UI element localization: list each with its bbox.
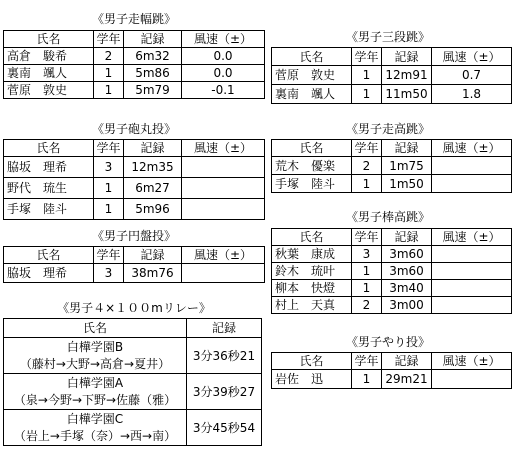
athlete-name: 裏南 颯人 [4, 65, 94, 82]
header-wind: 風速（±） [432, 229, 512, 246]
header-wind: 風速（±） [182, 31, 265, 48]
header-record: 記録 [382, 229, 432, 246]
athlete-record: 29m21 [382, 370, 432, 389]
athlete-record: 1m50 [382, 175, 432, 193]
table-row [4, 410, 262, 446]
athlete-wind [182, 178, 265, 199]
relay-team [4, 338, 187, 374]
header-grade: 学年 [94, 247, 124, 264]
relay-team-name: 白樺学園A [66, 375, 124, 390]
table-row [272, 263, 512, 280]
athlete-name: 手塚 陸斗 [4, 199, 94, 220]
athlete-wind [432, 263, 512, 280]
table-row [272, 175, 512, 193]
athlete-record: 5m86 [124, 65, 182, 82]
table-row [4, 338, 262, 374]
table-row [272, 66, 512, 85]
athlete-record: 3m00 [382, 297, 432, 314]
athlete-grade: 1 [352, 85, 382, 104]
athlete-grade: 1 [352, 280, 382, 297]
athlete-wind: 0.7 [432, 66, 512, 85]
relay-record: 3分36秒21 [187, 338, 262, 374]
header-name: 氏名 [272, 140, 352, 157]
header-grade: 学年 [94, 31, 124, 48]
header-wind: 風速（±） [432, 140, 512, 157]
athlete-name: 秋葉 康成 [272, 246, 352, 263]
athlete-record: 11m50 [382, 85, 432, 104]
athlete-wind [432, 246, 512, 263]
athlete-wind [432, 370, 512, 389]
athlete-record: 3m60 [382, 263, 432, 280]
athlete-grade: 3 [352, 246, 382, 263]
athlete-record: 3m60 [382, 246, 432, 263]
athlete-wind: 0.0 [182, 48, 265, 65]
table-row [272, 85, 512, 104]
athlete-name: 岩佐 迅 [272, 370, 352, 389]
athlete-name: 鈴木 琉叶 [272, 263, 352, 280]
shot-put-title: 《男子砲丸投》 [91, 122, 176, 136]
athlete-grade: 3 [94, 264, 124, 283]
athlete-name: 菅原 敦史 [272, 66, 352, 85]
relay-team-members: （藤村→大野→高倉→夏井） [19, 356, 171, 371]
table-row [4, 374, 262, 410]
athlete-name: 裏南 颯人 [272, 85, 352, 104]
table-row [272, 370, 512, 389]
triple-jump-table [271, 47, 512, 104]
athlete-name: 高倉 駿希 [4, 48, 94, 65]
athlete-wind: 0.0 [182, 65, 265, 82]
athlete-grade: 1 [94, 65, 124, 82]
athlete-wind [182, 199, 265, 220]
athlete-name: 手塚 陸斗 [272, 175, 352, 193]
athlete-wind: -0.1 [182, 82, 265, 99]
athlete-wind [182, 157, 265, 178]
header-name: 氏名 [272, 229, 352, 246]
table-row [272, 297, 512, 314]
discus-table [3, 246, 265, 283]
high-jump-title: 《男子走高跳》 [345, 122, 430, 136]
athlete-record: 5m79 [124, 82, 182, 99]
relay-record: 3分39秒27 [187, 374, 262, 410]
athlete-grade: 1 [94, 199, 124, 220]
table-row [4, 65, 265, 82]
table-row [4, 178, 265, 199]
athlete-record: 6m27 [124, 178, 182, 199]
shot-put-table [3, 139, 265, 220]
header-team: 氏名 [4, 319, 187, 338]
athlete-name: 菅原 敦史 [4, 82, 94, 99]
long-jump-table [3, 30, 265, 99]
athlete-name: 村上 天真 [272, 297, 352, 314]
athlete-grade: 1 [352, 263, 382, 280]
header-wind: 風速（±） [432, 48, 512, 66]
table-row [272, 157, 512, 175]
header-record: 記録 [124, 31, 182, 48]
athlete-grade: 2 [352, 157, 382, 175]
header-record: 記録 [124, 140, 182, 157]
header-name: 氏名 [272, 353, 352, 370]
table-row [272, 280, 512, 297]
pole-vault-table [271, 228, 512, 314]
athlete-name: 野代 琉生 [4, 178, 94, 199]
athlete-grade: 2 [94, 48, 124, 65]
relay-team-members: （岩上→手塚（奈）→西→南） [13, 428, 177, 443]
pole-vault-title: 《男子棒高跳》 [345, 210, 430, 224]
athlete-grade: 1 [94, 178, 124, 199]
header-wind: 風速（±） [432, 353, 512, 370]
athlete-grade: 2 [352, 297, 382, 314]
athlete-grade: 1 [352, 370, 382, 389]
table-row [4, 82, 265, 99]
header-grade: 学年 [94, 140, 124, 157]
athlete-name: 脇坂 理希 [4, 264, 94, 283]
relay-table [3, 318, 262, 446]
table-row [4, 199, 265, 220]
javelin-title: 《男子やり投》 [345, 335, 430, 349]
athlete-grade: 3 [94, 157, 124, 178]
athlete-name: 荒木 優楽 [272, 157, 352, 175]
header-record: 記録 [124, 247, 182, 264]
header-wind: 風速（±） [182, 247, 265, 264]
relay-team-name: 白樺学園B [66, 339, 124, 354]
header-grade: 学年 [352, 229, 382, 246]
triple-jump-title: 《男子三段跳》 [345, 30, 430, 44]
athlete-wind [432, 157, 512, 175]
athlete-wind [432, 297, 512, 314]
athlete-name: 脇坂 理希 [4, 157, 94, 178]
header-name: 氏名 [272, 48, 352, 66]
discus-title: 《男子円盤投》 [91, 229, 176, 243]
header-record: 記録 [382, 140, 432, 157]
athlete-record: 1m75 [382, 157, 432, 175]
athlete-wind [182, 264, 265, 283]
athlete-grade: 1 [94, 82, 124, 99]
high-jump-table [271, 139, 512, 193]
athlete-name: 柳本 快燈 [272, 280, 352, 297]
table-row [4, 157, 265, 178]
header-name: 氏名 [4, 31, 94, 48]
athlete-wind: 1.8 [432, 85, 512, 104]
athlete-record: 5m96 [124, 199, 182, 220]
header-name: 氏名 [4, 247, 94, 264]
athlete-grade: 1 [352, 175, 382, 193]
athlete-record: 12m91 [382, 66, 432, 85]
athlete-grade: 1 [352, 66, 382, 85]
header-grade: 学年 [352, 48, 382, 66]
header-grade: 学年 [352, 140, 382, 157]
relay-title: 《男子４×１００mリレー》 [57, 301, 211, 315]
relay-team-members: （泉→今野→下野→佐藤（雅） [13, 392, 177, 407]
table-row [272, 246, 512, 263]
relay-team-name: 白樺学園C [66, 411, 124, 426]
relay-record: 3分45秒54 [187, 410, 262, 446]
athlete-record: 3m40 [382, 280, 432, 297]
table-row [4, 48, 265, 65]
header-name: 氏名 [4, 140, 94, 157]
header-grade: 学年 [352, 353, 382, 370]
header-record: 記録 [187, 319, 262, 338]
athlete-wind [432, 175, 512, 193]
long-jump-title: 《男子走幅跳》 [91, 12, 176, 26]
header-wind: 風速（±） [182, 140, 265, 157]
athlete-wind [432, 280, 512, 297]
athlete-record: 38m76 [124, 264, 182, 283]
table-row [4, 264, 265, 283]
athlete-record: 6m32 [124, 48, 182, 65]
header-record: 記録 [382, 353, 432, 370]
relay-team [4, 374, 187, 410]
athlete-record: 12m35 [124, 157, 182, 178]
header-record: 記録 [382, 48, 432, 66]
javelin-table [271, 352, 512, 389]
relay-team [4, 410, 187, 446]
